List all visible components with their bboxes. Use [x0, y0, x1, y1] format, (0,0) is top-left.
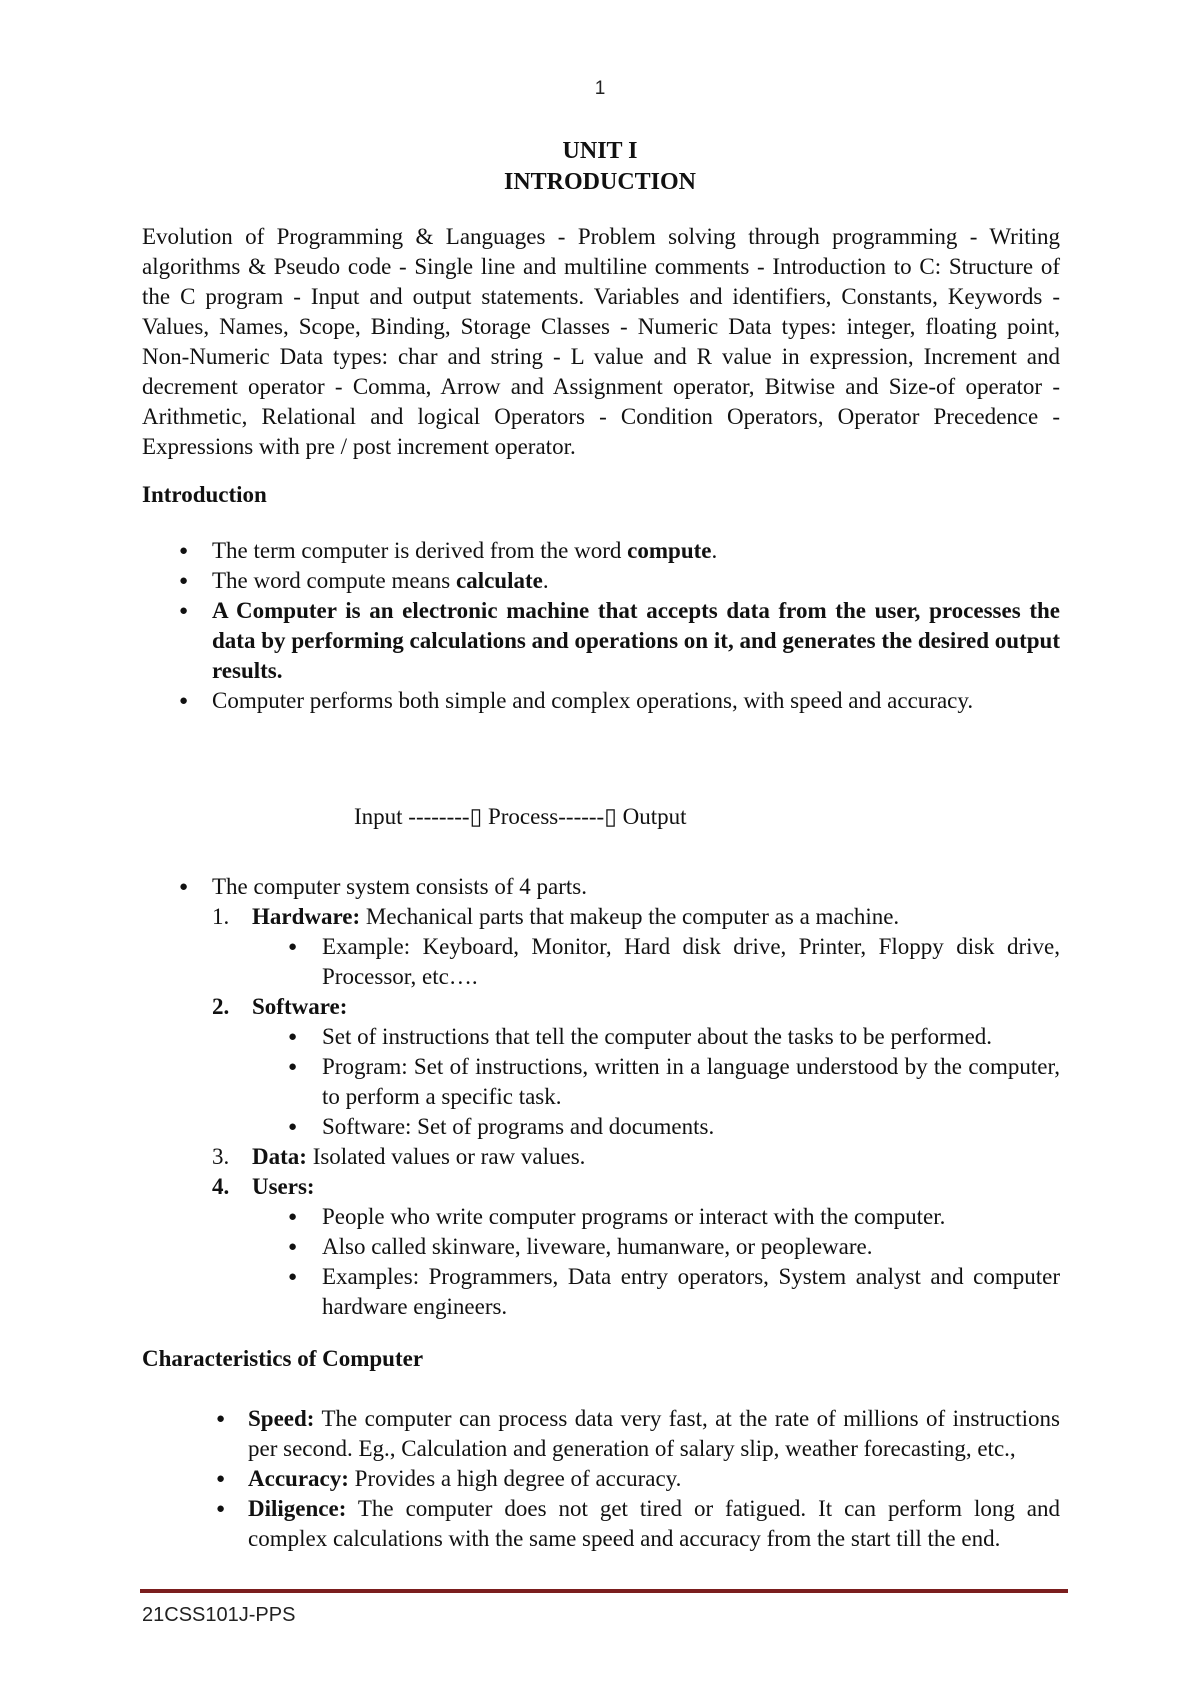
list-item: ● Also called skinware, liveware, humanware, or peopleware.: [252, 1232, 1060, 1262]
characteristics-heading: Characteristics of Computer: [142, 1346, 424, 1371]
syllabus-paragraph: Evolution of Programming & Languages - Problem solving through programming - Writing algorithms & Pseudo code - Single line and multiline comments - Introduction to C: Structure of the C program - Input and output statements. Variables and identifiers, Constants, Keywords - Values, Names, Scope, Binding, Storage Classes - Numeric Data types: integer, floating point, Non-Numeric Data types: char and string - L value and R value in expression, Increment and decrement operator - Comma, Arrow and Assignment operator, Bitwise and Size-of operator - Arithmetic, Relational and logical Operators - Condition Operators, Operator Precedence - Expressions with pre / post increment operator.: [142, 224, 1060, 459]
introduction-list: [142, 536, 1060, 716]
characteristics-list: [142, 1404, 1060, 1554]
users-items: [252, 1202, 1060, 1322]
list-item: ● Set of instructions that tell the computer about the tasks to be performed.: [252, 1022, 1060, 1052]
list-item: ● The word compute means calculate.: [142, 566, 1060, 596]
parts-list: [142, 902, 1060, 1322]
list-item: ● A Computer is an electronic machine that accepts data from the user, processes the data by performing calculations and operations on it, and generates the desired output results.: [142, 596, 1060, 686]
hardware-items: [252, 932, 1060, 992]
list-item: ● Accuracy: Provides a high degree of accuracy.: [142, 1464, 1060, 1494]
footer-divider: [140, 1589, 1068, 1593]
part-users: 4. Users: ● People who write computer programs or interact with the computer. ● Also called skinware, liveware, humanware, or peopleware. ● Examples: Programmers, Data entry operators, System analyst and computer hardware engineers.: [212, 1172, 1060, 1322]
list-item: ● Examples: Programmers, Data entry operators, System analyst and computer hardware engineers.: [252, 1262, 1060, 1322]
unit-title: [0, 136, 1200, 198]
unit-number: UNIT I: [562, 138, 638, 164]
introduction-heading: Introduction: [142, 482, 267, 507]
list-item: ● The term computer is derived from the word compute.: [142, 536, 1060, 566]
list-item: ● Software: Set of programs and documents.: [252, 1112, 1060, 1142]
list-item: ● Speed: The computer can process data very fast, at the rate of millions of instructions per second. Eg., Calculation and generation of salary slip, weather forecasting, etc.,: [142, 1404, 1060, 1464]
software-items: [252, 1022, 1060, 1142]
part-software: 2. Software: ● Set of instructions that tell the computer about the tasks to be performed. ● Program: Set of instructions, written in a language understood by the computer, to perform a specific task. ● Software: Set of programs and documents.: [212, 992, 1060, 1142]
list-item: ● Computer performs both simple and complex operations, with speed and accuracy.: [142, 686, 1060, 716]
list-item: ● People who write computer programs or interact with the computer.: [252, 1202, 1060, 1232]
list-item: ● Diligence: The computer does not get tired or fatigued. It can perform long and complex calculations with the same speed and accuracy from the start till the end.: [142, 1494, 1060, 1554]
list-item: ● Program: Set of instructions, written in a language understood by the computer, to perform a specific task.: [252, 1052, 1060, 1112]
computer-parts-list: [142, 872, 1060, 1322]
list-item: ● The computer system consists of 4 parts. 1. Hardware: Mechanical parts that makeup the computer as a machine. ● Example: Keyboard, Monitor, Hard disk drive, Printer, Floppy disk drive, Processor, etc…. 2. Software: ● Set of instructions that tell the computer about the tasks to be performed. ● Program: Set of instructions, written in a language understood by the computer, to perform a specific task. ● Software: Set of programs and documents. 3. Data: Isolated values or raw values. 4. Users: ● People who write computer programs or interact with the computer. ● Also called skinware, liveware, humanware, or peopleware. ● Examples: Programmers, Data entry operators, System analyst and computer hardware engineers.: [142, 872, 1060, 1322]
part-hardware: 1. Hardware: Mechanical parts that makeup the computer as a machine. ● Example: Keyboard, Monitor, Hard disk drive, Printer, Floppy disk drive, Processor, etc….: [212, 902, 1060, 992]
input-process-output-flow: Input --------▯ Process------▯ Output: [354, 804, 687, 829]
course-code: 21CSS101J-PPS: [142, 1604, 296, 1626]
unit-name: INTRODUCTION: [503, 169, 697, 195]
list-item: ● Example: Keyboard, Monitor, Hard disk drive, Printer, Floppy disk drive, Processor, etc….: [252, 932, 1060, 992]
page-number: 1: [594, 78, 606, 99]
part-data: 3. Data: Isolated values or raw values.: [212, 1144, 586, 1169]
